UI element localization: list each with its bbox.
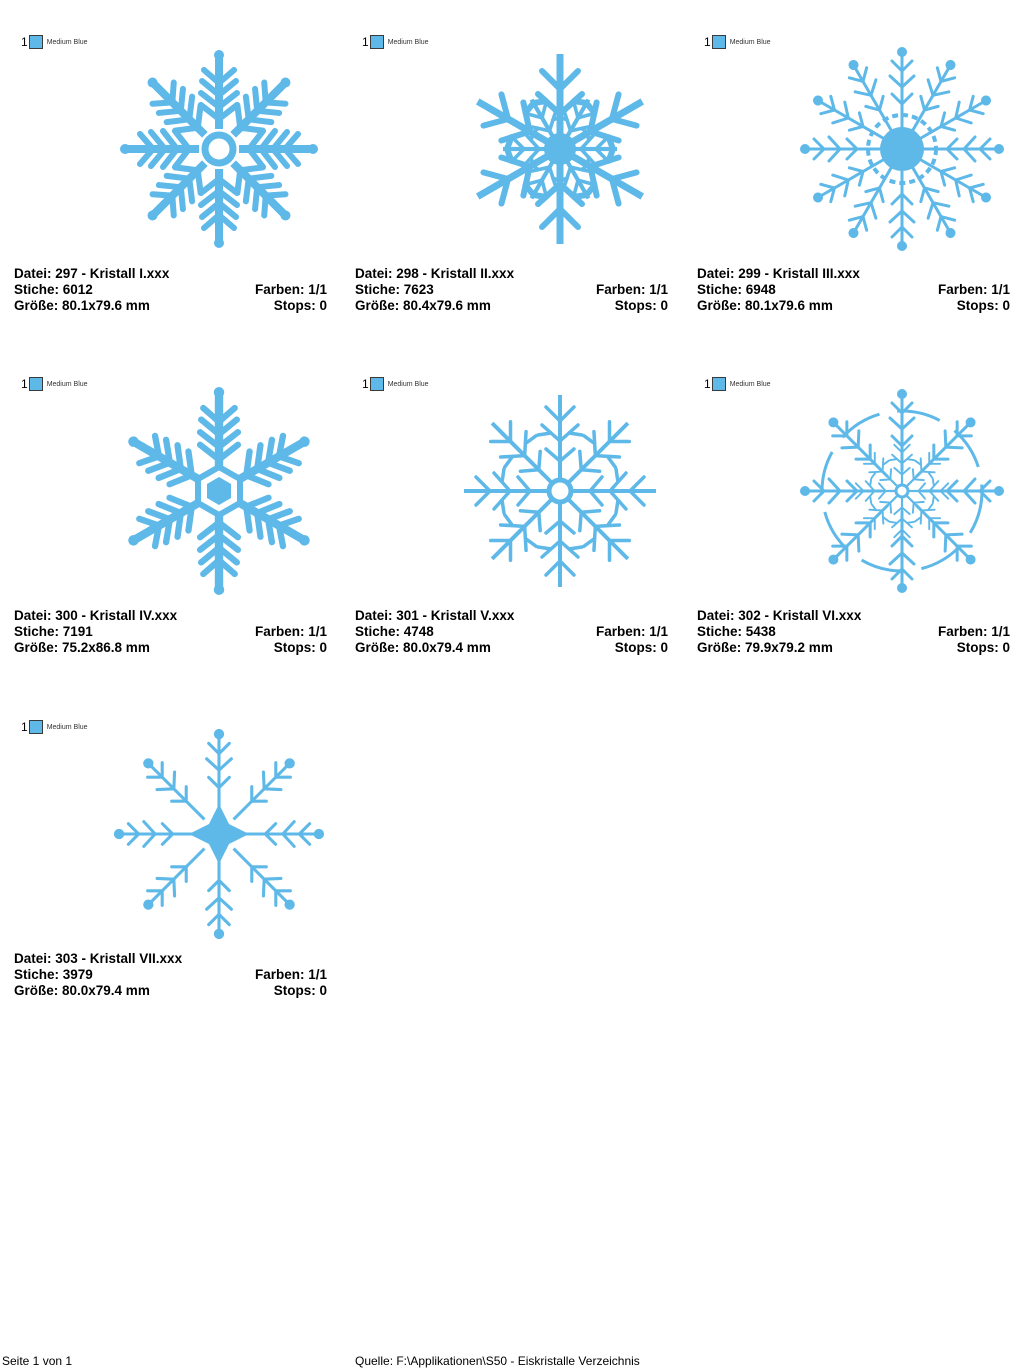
stitch-count: Stiche: 6012 bbox=[14, 282, 93, 297]
color-label: Medium Blue bbox=[387, 380, 429, 388]
color-legend bbox=[21, 376, 88, 392]
source-path: Quelle: F:\Applikationen\S50 - Eiskristalle Verzeichnis bbox=[355, 1354, 640, 1368]
color-index: 1 bbox=[21, 377, 28, 391]
stitch-count: Stiche: 3979 bbox=[14, 967, 93, 982]
snowflake-icon bbox=[797, 44, 1007, 254]
color-index: 1 bbox=[362, 35, 369, 49]
file-name: Datei: 301 - Kristall V.xxx bbox=[355, 608, 515, 623]
color-label: Medium Blue bbox=[46, 38, 88, 46]
stop-count: Stops: 0 bbox=[273, 298, 327, 313]
design-info bbox=[14, 608, 327, 656]
design-size: Größe: 80.0x79.4 mm bbox=[355, 640, 491, 655]
snowflake-icon bbox=[455, 44, 665, 254]
snowflake-icon bbox=[114, 386, 324, 596]
design-size: Größe: 80.1x79.6 mm bbox=[697, 298, 833, 313]
stop-count: Stops: 0 bbox=[273, 640, 327, 655]
color-count: Farben: 1/1 bbox=[937, 282, 1010, 297]
design-card bbox=[355, 350, 675, 655]
color-count: Farben: 1/1 bbox=[254, 282, 327, 297]
design-card bbox=[697, 8, 1017, 313]
color-swatch bbox=[29, 720, 43, 734]
file-name: Datei: 303 - Kristall VII.xxx bbox=[14, 951, 183, 966]
stop-count: Stops: 0 bbox=[614, 640, 668, 655]
color-swatch bbox=[370, 377, 384, 391]
stop-count: Stops: 0 bbox=[956, 298, 1010, 313]
color-count: Farben: 1/1 bbox=[254, 624, 327, 639]
design-info bbox=[14, 951, 327, 999]
color-legend bbox=[704, 376, 771, 392]
design-card bbox=[355, 8, 675, 313]
color-swatch bbox=[29, 377, 43, 391]
snowflake-icon bbox=[114, 729, 324, 939]
color-legend bbox=[362, 34, 429, 50]
design-size: Größe: 80.0x79.4 mm bbox=[14, 983, 150, 998]
color-count: Farben: 1/1 bbox=[595, 282, 668, 297]
snowflake-icon bbox=[455, 386, 665, 596]
design-card bbox=[697, 350, 1017, 655]
stitch-count: Stiche: 6948 bbox=[697, 282, 776, 297]
design-info bbox=[355, 608, 668, 656]
color-swatch bbox=[712, 377, 726, 391]
design-size: Größe: 80.4x79.6 mm bbox=[355, 298, 491, 313]
design-size: Größe: 79.9x79.2 mm bbox=[697, 640, 833, 655]
color-index: 1 bbox=[704, 35, 711, 49]
file-name: Datei: 302 - Kristall VI.xxx bbox=[697, 608, 862, 623]
file-name: Datei: 298 - Kristall II.xxx bbox=[355, 266, 515, 281]
file-name: Datei: 299 - Kristall III.xxx bbox=[697, 266, 860, 281]
file-name: Datei: 300 - Kristall IV.xxx bbox=[14, 608, 178, 623]
design-info bbox=[14, 266, 327, 314]
color-legend bbox=[362, 376, 429, 392]
color-label: Medium Blue bbox=[46, 380, 88, 388]
stitch-count: Stiche: 5438 bbox=[697, 624, 776, 639]
design-size: Größe: 80.1x79.6 mm bbox=[14, 298, 150, 313]
stitch-count: Stiche: 7191 bbox=[14, 624, 93, 639]
stop-count: Stops: 0 bbox=[614, 298, 668, 313]
design-info bbox=[697, 266, 1010, 314]
design-info bbox=[355, 266, 668, 314]
color-index: 1 bbox=[704, 377, 711, 391]
color-count: Farben: 1/1 bbox=[254, 967, 327, 982]
file-name: Datei: 297 - Kristall I.xxx bbox=[14, 266, 170, 281]
color-count: Farben: 1/1 bbox=[595, 624, 668, 639]
snowflake-icon bbox=[797, 386, 1007, 596]
color-legend bbox=[21, 34, 88, 50]
color-index: 1 bbox=[21, 35, 28, 49]
stitch-count: Stiche: 7623 bbox=[355, 282, 434, 297]
color-index: 1 bbox=[362, 377, 369, 391]
design-info bbox=[697, 608, 1010, 656]
design-card bbox=[14, 350, 334, 655]
stop-count: Stops: 0 bbox=[956, 640, 1010, 655]
snowflake-icon bbox=[114, 44, 324, 254]
design-card bbox=[14, 8, 334, 313]
color-label: Medium Blue bbox=[729, 38, 771, 46]
design-size: Größe: 75.2x86.8 mm bbox=[14, 640, 150, 655]
color-label: Medium Blue bbox=[46, 723, 88, 731]
color-legend bbox=[704, 34, 771, 50]
color-count: Farben: 1/1 bbox=[937, 624, 1010, 639]
color-swatch bbox=[370, 35, 384, 49]
color-swatch bbox=[712, 35, 726, 49]
color-label: Medium Blue bbox=[729, 380, 771, 388]
color-index: 1 bbox=[21, 720, 28, 734]
stitch-count: Stiche: 4748 bbox=[355, 624, 434, 639]
page-number: Seite 1 von 1 bbox=[2, 1354, 73, 1368]
color-swatch bbox=[29, 35, 43, 49]
stop-count: Stops: 0 bbox=[273, 983, 327, 998]
color-label: Medium Blue bbox=[387, 38, 429, 46]
design-card bbox=[14, 693, 334, 998]
color-legend bbox=[21, 719, 88, 735]
